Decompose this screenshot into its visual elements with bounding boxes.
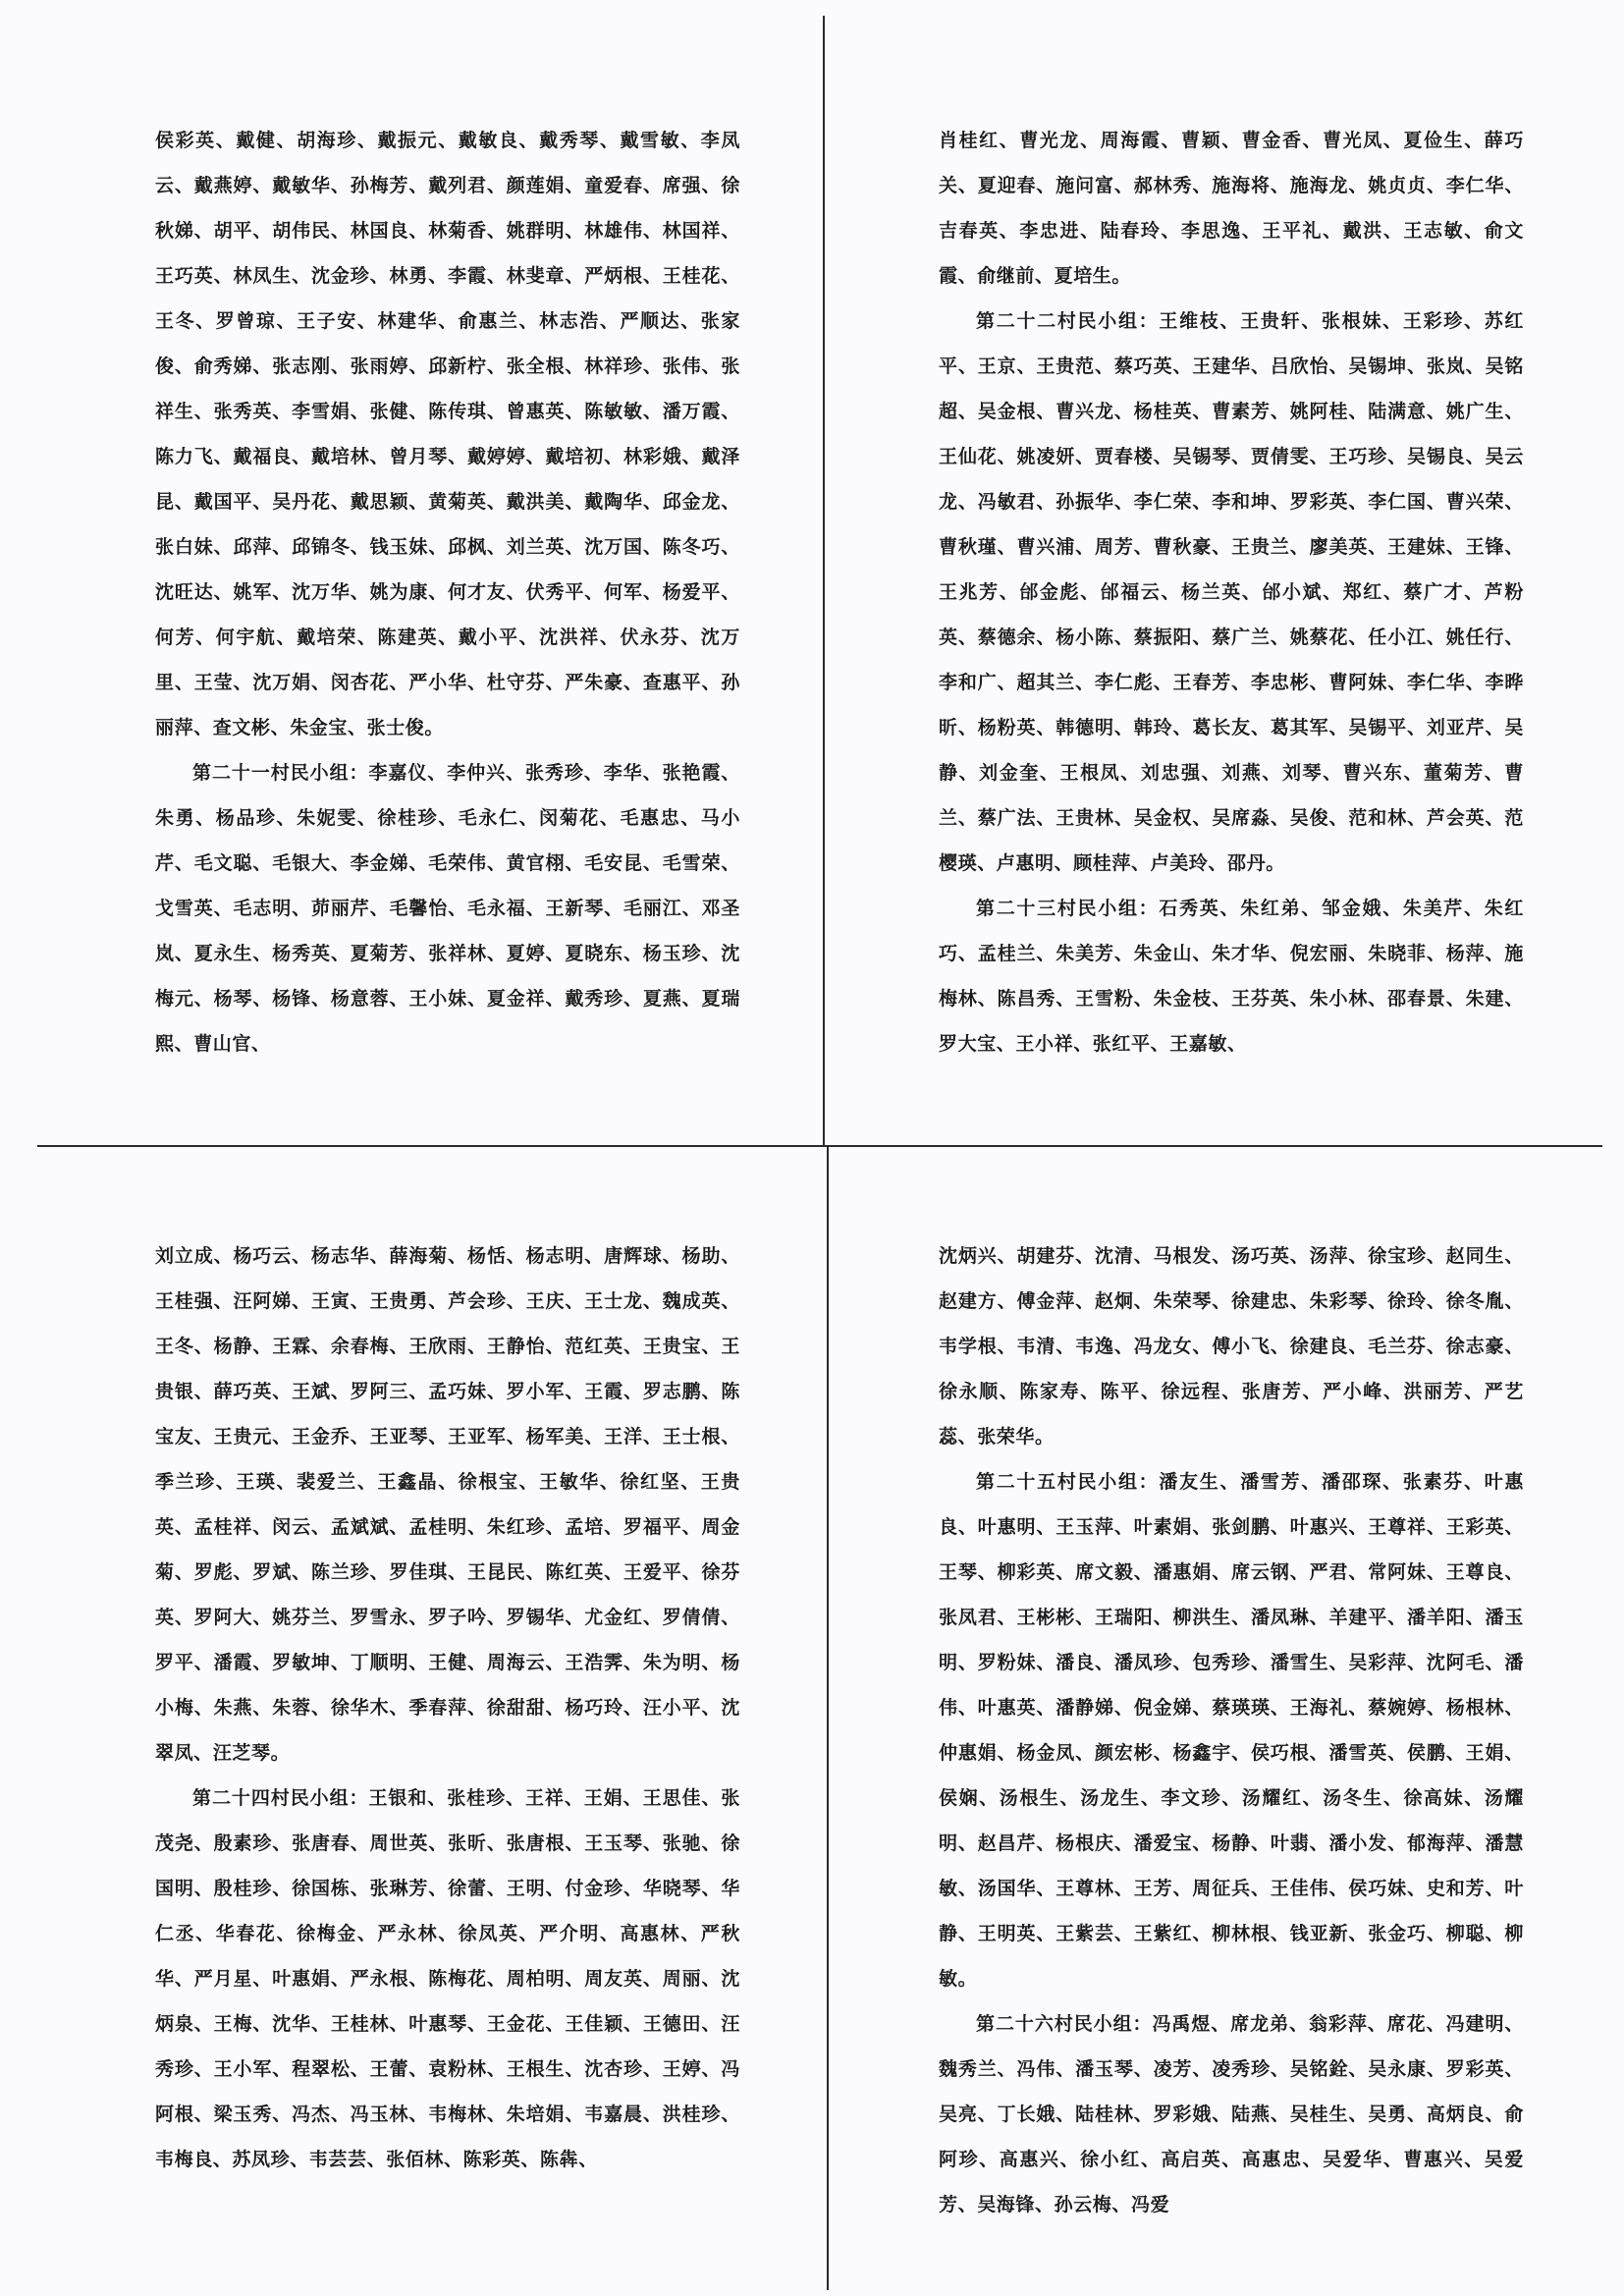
paragraph-group-21: 第二十一村民小组：李嘉仪、李仲兴、张秀珍、李华、张艳霞、朱勇、杨品珍、朱妮雯、徐桂珍、毛永仁、闵菊花、毛惠忠、马小芹、毛文聪、毛银大、李金娣、毛荣伟、黄官栩、毛安昆、毛雪荣、戈雪英、毛志明、茆丽芹、毛馨怡、毛永福、王新琴、毛丽江、邓圣岚、夏永生、杨秀英、夏菊芳、张祥林、夏婷、夏晓东、杨玉珍、沈梅元、杨琴、杨锋、杨意蓉、王小妹、夏金祥、戴秀珍、夏燕、夏瑞熙、曹山官、 xyxy=(155,762,740,1055)
paragraph-group-22: 第二十二村民小组：王维枝、王贵轩、张根妹、王彩珍、苏红平、王京、王贵范、蔡巧英、王建华、吕欣怡、吴锡坤、张岚、吴铭超、吴金根、曹兴龙、杨桂英、曹素芳、姚阿桂、陆满意、姚广生、王仙花、姚凌妍、贾春楼、吴锡琴、贾倩雯、王巧珍、吴锡良、吴云龙、冯敏君、孙振华、李仁荣、李和坤、罗彩英、李仁国、曹兴荣、曹秋瑾、曹兴浦、周芳、曹秋豪、王贵兰、廖美英、王建妹、王锋、王兆芳、邰金彪、邰福云、杨兰英、邰小斌、郑红、蔡广才、芦粉英、蔡德余、杨小陈、蔡振阳、蔡广兰、姚蔡花、任小江、姚任行、李和广、超其兰、李仁彪、王春芳、李忠彬、曹阿妹、李仁华、李晔昕、杨粉英、韩德明、韩玲、葛长友、葛其军、吴锡平、刘亚芹、吴静、刘金奎、王根凤、刘忠强、刘燕、刘琴、曹兴东、董菊芳、曹兰、蔡广法、王贵林、吴金权、吴席淼、吴俊、范和林、芦会英、范樱瑛、卢惠明、顾桂萍、卢美玲、邵丹。 xyxy=(939,310,1524,874)
paragraph-group-24: 第二十四村民小组：王银和、张桂珍、王祥、王娟、王思佳、张茂尧、殷素珍、张唐春、周世英、张昕、张唐根、王玉琴、张驰、徐国明、殷桂珍、徐国栋、张琳芳、徐蕾、王明、付金珍、华晓琴、华仁丞、华春花、徐梅金、严永林、徐凤英、严介明、高惠林、严秋华、严月星、叶惠娟、严永根、陈梅花、周柏明、周友英、周丽、沈炳泉、王梅、沈华、王桂林、叶惠琴、王金花、王佳颖、王德田、汪秀珍、王小军、程翠松、王蕾、袁粉林、王根生、沈杏珍、王婷、冯阿根、梁玉秀、冯杰、冯玉林、韦梅林、朱培娟、韦嘉晨、洪桂珍、韦梅良、苏凤珍、韦芸芸、张佰林、陈彩英、陈犇、 xyxy=(155,1787,740,2170)
center-vertical-divider-bottom xyxy=(827,1147,829,2290)
paragraph-group-23: 第二十三村民小组：石秀英、朱红弟、邹金娥、朱美芹、朱红巧、孟桂兰、朱美芳、朱金山、朱才华、倪宏丽、朱晓菲、杨萍、施梅林、陈昌秀、王雪粉、朱金枝、王芬英、朱小林、邵春景、朱建、罗大宝、王小祥、张红平、王嘉敏、 xyxy=(939,898,1524,1055)
panel-top-right xyxy=(939,118,1524,1129)
paragraph-names-continued: 沈炳兴、胡建芬、沈清、马根发、汤巧英、汤萍、徐宝珍、赵同生、赵建方、傅金萍、赵炯、朱荣琴、徐建忠、朱彩琴、徐玲、徐冬胤、韦学根、韦清、韦逸、冯龙女、傅小飞、徐建良、毛兰芬、徐志豪、徐永顺、陈家寿、陈平、徐远程、张唐芳、严小峰、洪丽芳、严艺蕊、张荣华。 xyxy=(939,1245,1524,1448)
paragraph-group-26: 第二十六村民小组：冯禹煜、席龙弟、翁彩萍、席花、冯建明、魏秀兰、冯伟、潘玉琴、凌芳、凌秀珍、吴铭銓、吴永康、罗彩英、吴亮、丁长娥、陆桂林、罗彩娥、陆燕、吴桂生、吴勇、高炳良、俞阿珍、高惠兴、徐小红、高启英、高惠忠、吴爱华、曹惠兴、吴爱芳、吴海锋、孙云梅、冯爱 xyxy=(939,2013,1524,2215)
center-horizontal-divider xyxy=(37,1145,1602,1147)
panel-top-left xyxy=(155,118,740,1129)
paragraph-names-continued: 刘立成、杨巧云、杨志华、薛海菊、杨恬、杨志明、唐辉球、杨助、王桂强、汪阿娣、王寅、王贵勇、芦会珍、王庆、王士龙、魏成英、王冬、杨静、王霖、余春梅、王欣雨、王静怡、范红英、王贵宝、王贵银、薛巧英、王斌、罗阿三、孟巧妹、罗小军、王霞、罗志鹏、陈宝友、王贵元、王金乔、王亚琴、王亚军、杨军美、王洋、王士根、季兰珍、王瑛、裴爱兰、王鑫晶、徐根宝、王敏华、徐红坚、王贵英、孟桂祥、闵云、孟斌斌、孟桂明、朱红珍、孟培、罗福平、周金菊、罗彪、罗斌、陈兰珍、罗佳琪、王昆民、陈红英、王爱平、徐芬英、罗阿大、姚芬兰、罗雪永、罗子吟、罗锡华、尤金红、罗倩倩、罗平、潘霞、罗敏坤、丁顺明、王健、周海云、王浩霁、朱为明、杨小梅、朱燕、朱蓉、徐华木、季春萍、徐甜甜、杨巧玲、汪小平、沈翠凤、汪芝琴。 xyxy=(155,1245,740,1764)
paragraph-names-continued: 侯彩英、戴健、胡海珍、戴振元、戴敏良、戴秀琴、戴雪敏、李凤云、戴燕婷、戴敏华、孙梅芳、戴列君、颜莲娟、童爱春、席强、徐秋娣、胡平、胡伟民、林国良、林菊香、姚群明、林雄伟、林国祥、王巧英、林凤生、沈金珍、林勇、李霞、林斐章、严炳根、王桂花、王冬、罗曾琼、王子安、林建华、俞惠兰、林志浩、严顺达、张家俊、俞秀娣、张志刚、张雨婷、邱新柠、张全根、林祥珍、张伟、张祥生、张秀英、李雪娟、张健、陈传琪、曾惠英、陈敏敏、潘万霞、陈力飞、戴福良、戴培林、曾月琴、戴婷婷、戴培初、林彩娥、戴泽昆、戴国平、吴丹花、戴思颖、黄菊英、戴洪美、戴陶华、邱金龙、张白妹、邱萍、邱锦冬、钱玉妹、邱枫、刘兰英、沈万国、陈冬巧、沈旺达、姚军、沈万华、姚为康、何才友、伏秀平、何军、杨爱平、何芳、何宇航、戴培荣、陈建英、戴小平、沈洪祥、伏永芬、沈万里、王莹、沈万娟、闵杏花、严小华、杜守芬、严朱豪、查惠平、孙丽萍、查文彬、朱金宝、张士俊。 xyxy=(155,130,740,738)
paragraph-names-continued: 肖桂红、曹光龙、周海霞、曹颖、曹金香、曹光凤、夏俭生、薛巧关、夏迎春、施问富、郝林秀、施海将、施海龙、姚贞贞、李仁华、吉春英、李忠进、陆春玲、李思逸、王平礼、戴洪、王志敏、俞文霞、俞继前、夏培生。 xyxy=(939,130,1524,287)
paragraph-group-25: 第二十五村民小组：潘友生、潘雪芳、潘邵琛、张素芬、叶惠良、叶惠明、王玉萍、叶素娟、张剑鹏、叶惠兴、王尊祥、王彩英、王琴、柳彩英、席文毅、潘惠娟、席云钢、严君、常阿妹、王尊良、张凤君、王彬彬、王瑞阳、柳洪生、潘凤琳、羊建平、潘羊阳、潘玉明、罗粉妹、潘良、潘凤珍、包秀珍、潘雪生、吴彩萍、沈阿毛、潘伟、叶惠英、潘静娣、倪金娣、蔡瑛瑛、王海礼、蔡婉婷、杨根林、仲惠娟、杨金凤、颜宏彬、杨鑫宇、侯巧根、潘雪英、侯鹏、王娟、侯娴、汤根生、汤龙生、李文珍、汤耀红、汤冬生、徐高妹、汤耀明、赵昌芹、杨根庆、潘爱宝、杨静、叶翡、潘小发、郁海萍、潘慧敏、汤国华、王尊林、王芳、周征兵、王佳伟、侯巧妹、史和芳、叶静、王明英、王紫芸、王紫红、柳林根、钱亚新、张金巧、柳聪、柳敏。 xyxy=(939,1471,1524,1990)
panel-bottom-right xyxy=(939,1233,1524,2274)
center-vertical-divider-top xyxy=(823,16,825,1147)
panel-bottom-left xyxy=(155,1233,740,2274)
document-sheet xyxy=(37,16,1602,2290)
